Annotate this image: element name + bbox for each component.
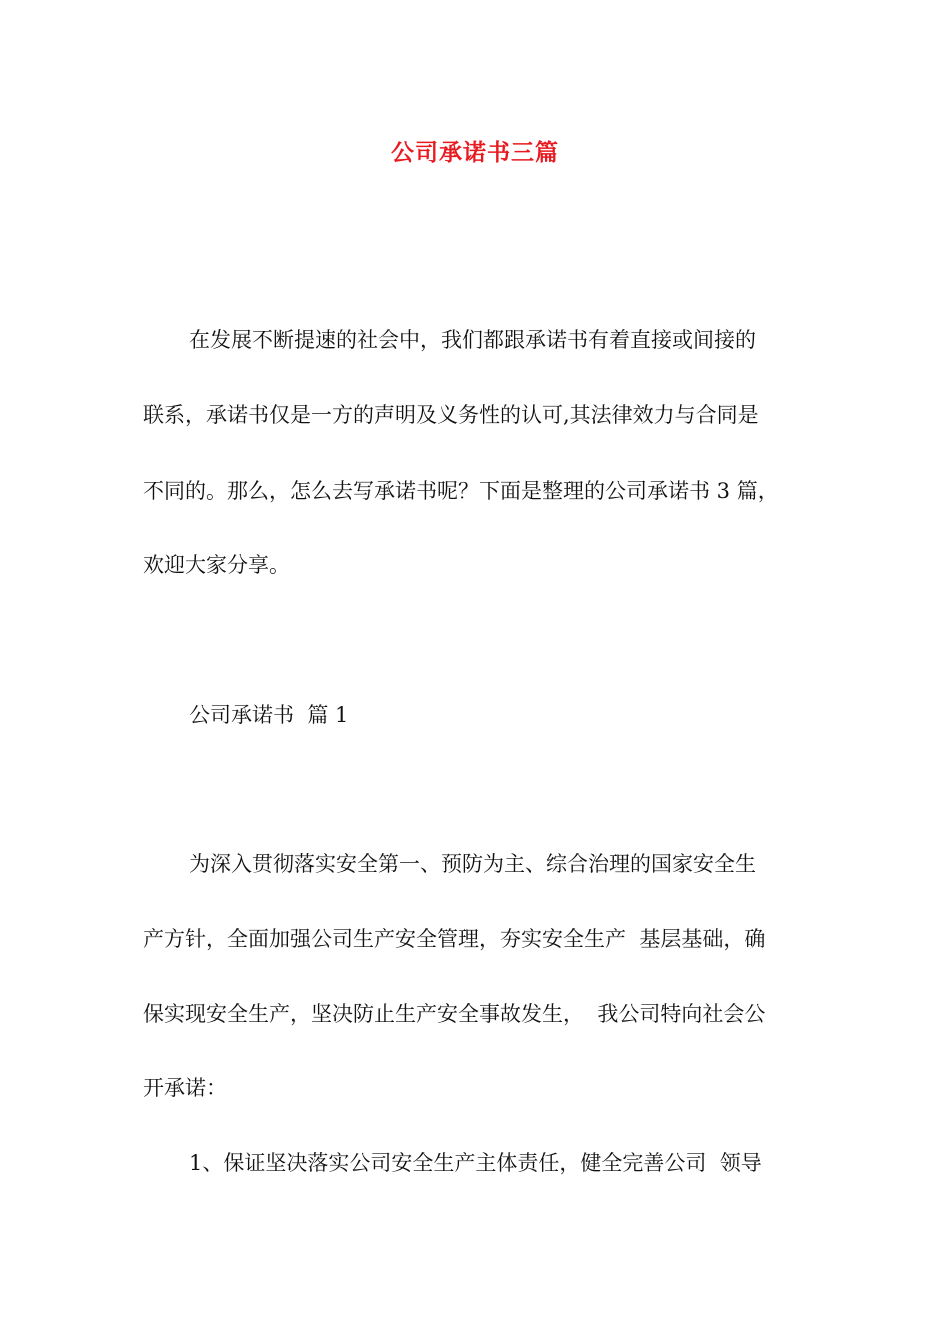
intro-line-3: 不同的。那么，怎么去写承诺书呢？下面是整理的公司承诺书 3 篇， [143,479,779,503]
section-heading-1: 公司承诺书 篇 1 [189,703,349,727]
section-1-line-2: 产方针，全面加强公司生产安全管理，夯实安全生产 基层基础，确 [143,927,766,951]
intro-line-2: 联系，承诺书仅是一方的声明及义务性的认可,其法律效力与合同是 [143,403,759,427]
section-1-line-1: 为深入贯彻落实安全第一、预防为主、综合治理的国家安全生 [189,852,756,876]
intro-line-1: 在发展不断提速的社会中，我们都跟承诺书有着直接或间接的 [189,328,756,352]
section-1-item-1: 1、保证坚决落实公司安全生产主体责任，健全完善公司 领导 [189,1151,762,1175]
section-1-line-4: 开承诺： [143,1076,227,1100]
intro-line-4: 欢迎大家分享。 [143,553,290,577]
section-1-line-3: 保实现安全生产，坚决防止生产安全事故发生， 我公司特向社会公 [143,1002,766,1026]
document-title: 公司承诺书三篇 [391,140,559,166]
